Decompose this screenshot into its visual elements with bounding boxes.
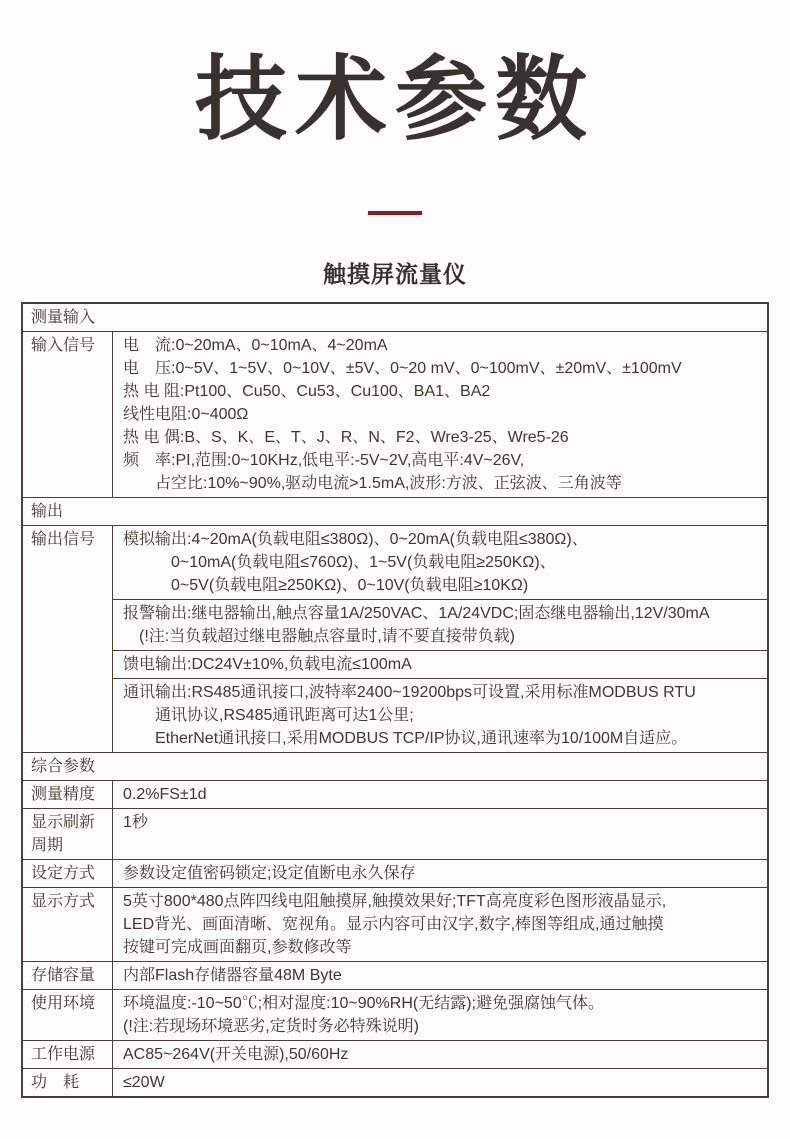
spec-value (113, 526, 767, 752)
spec-line: 0~10mA(负载电阻≤760Ω)、1~5V(负载电阻≥250KΩ)、 (123, 554, 556, 572)
spec-block (113, 860, 767, 887)
spec-line: 通讯协议,RS485通讯距离可达1公里; (123, 707, 414, 725)
spec-line: 电 压:0~5V、1~5V、0~10V、±5V、0~20 mV、0~100mV、±20mV、±100mV (123, 360, 682, 378)
spec-line: 按键可完成画面翻页,参数修改等 (123, 939, 352, 957)
section-band: 输出 (23, 497, 767, 525)
spec-block (113, 650, 767, 678)
spec-label: 显示方式 (23, 888, 113, 961)
spec-label: 工作电源 (23, 1041, 113, 1068)
spec-value (113, 888, 767, 961)
spec-row (23, 887, 767, 961)
spec-row (23, 859, 767, 887)
spec-label: 使用环境 (23, 990, 113, 1040)
spec-value (113, 1041, 767, 1068)
spec-value (113, 1069, 767, 1096)
spec-line: 占空比:10%~90%,驱动电流>1.5mA,波形:方波、正弦波、三角波等 (123, 475, 622, 493)
spec-row (23, 808, 767, 859)
spec-line: 线性电阻:0~400Ω (123, 406, 249, 424)
spec-label: 输入信号 (23, 332, 113, 497)
spec-block (113, 599, 767, 650)
spec-line: 内部Flash存储器容量48M Byte (123, 967, 342, 985)
spec-line: ≤20W (123, 1074, 165, 1092)
spec-block (113, 1041, 767, 1068)
spec-value (113, 809, 767, 859)
spec-value (113, 962, 767, 989)
spec-block (113, 990, 767, 1040)
spec-block (113, 526, 767, 599)
spec-table (21, 302, 769, 1098)
spec-line: 0.2%FS±1d (123, 786, 207, 804)
spec-line: 报警输出:继电器输出,触点容量1A/250VAC、1A/24VDC;固态继电器输出,12V/30mA (123, 605, 710, 623)
spec-line: 0~5V(负载电阻≥250KΩ)、0~10V(负载电阻≥10KΩ) (123, 577, 529, 595)
spec-label: 输出信号 (23, 526, 113, 752)
spec-row (23, 1068, 767, 1096)
spec-line: 频 率:PI,范围:0~10KHz,低电平:-5V~2V,高电平:4V~26V, (123, 452, 525, 470)
spec-value (113, 990, 767, 1040)
spec-line: (!注:当负载超过继电器触点容量时,请不要直接带负载) (123, 628, 515, 646)
spec-line: 模拟输出:4~20mA(负载电阻≤380Ω)、0~20mA(负载电阻≤380Ω)、 (123, 531, 588, 549)
spec-block (113, 1069, 767, 1096)
spec-row (23, 780, 767, 808)
spec-value (113, 781, 767, 808)
spec-value (113, 332, 767, 497)
spec-line: EtherNet通讯接口,采用MODBUS TCP/IP协议,通讯速率为10/100M自适应。 (123, 730, 688, 748)
spec-row (23, 1040, 767, 1068)
spec-line: (!注:若现场环境恶劣,定货时务必特殊说明) (123, 1018, 419, 1036)
spec-row (23, 331, 767, 497)
spec-block (113, 781, 767, 808)
spec-row (23, 989, 767, 1040)
spec-line: LED背光、画面清晰、宽视角。显示内容可由汉字,数字,棒图等组成,通过触摸 (123, 916, 664, 934)
spec-row (23, 961, 767, 989)
spec-label: 测量精度 (23, 781, 113, 808)
spec-line: 热 电 阻:Pt100、Cu50、Cu53、Cu100、BA1、BA2 (123, 383, 491, 401)
spec-label: 显示刷新周期 (23, 809, 113, 859)
spec-line: 5英寸800*480点阵四线电阻触摸屏,触摸效果好;TFT高亮度彩色图形液晶显示, (123, 893, 667, 911)
spec-block (113, 962, 767, 989)
spec-line: 通讯输出:RS485通讯接口,波特率2400~19200bps可设置,采用标准MODBUS RTU (123, 684, 696, 702)
title-underline (368, 211, 422, 215)
spec-line: 1秒 (123, 814, 148, 832)
section-band: 测量输入 (31, 309, 96, 327)
section-band: 综合参数 (23, 752, 767, 780)
spec-line: 参数设定值密码锁定;设定值断电永久保存 (123, 865, 416, 883)
spec-line: 电 流:0~20mA、0~10mA、4~20mA (123, 337, 388, 355)
spec-label: 设定方式 (23, 860, 113, 887)
product-subtitle: 触摸屏流量仪 (323, 261, 467, 288)
spec-label: 功 耗 (23, 1069, 113, 1096)
spec-block (113, 888, 767, 961)
page-title: 技术参数 (194, 49, 595, 151)
spec-value (113, 860, 767, 887)
spec-row (23, 525, 767, 752)
spec-line: 馈电输出:DC24V±10%,负载电流≤100mA (123, 656, 412, 674)
spec-label: 存储容量 (23, 962, 113, 989)
spec-block (113, 809, 767, 836)
spec-block (113, 678, 767, 752)
spec-block (113, 332, 767, 497)
spec-line: 热 电 偶:B、S、K、E、T、J、R、N、F2、Wre3-25、Wre5-26 (123, 429, 569, 447)
spec-line: AC85~264V(开关电源),50/60Hz (123, 1046, 349, 1064)
spec-line: 环境温度:-10~50℃;相对湿度:10~90%RH(无结露);避免强腐蚀气体。 (123, 995, 604, 1013)
